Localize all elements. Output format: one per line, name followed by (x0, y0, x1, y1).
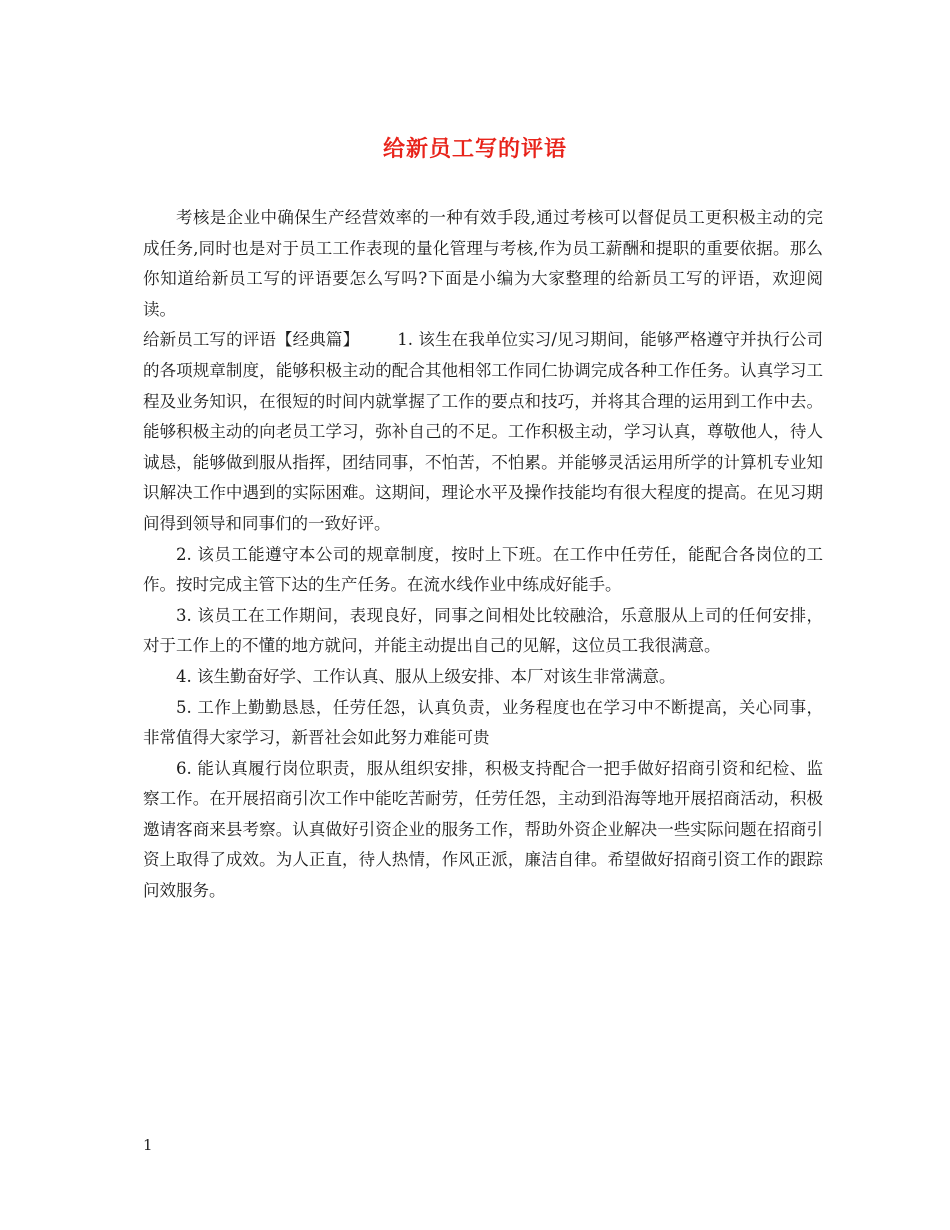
section-paragraph (143, 325, 823, 539)
comment-item-2: 2. 该员工能遵守本公司的规章制度，按时上下班。在工作中任劳任，能配合各岗位的工作。按时完成主管下达的生产任务。在流水线作业中练成好能手。 (143, 544, 823, 595)
document-body (143, 203, 823, 907)
section-heading: 给新员工写的评语【经典篇】 (143, 330, 360, 350)
comment-item-6: 6. 能认真履行岗位职责，服从组织安排，积极支持配合一把手做好招商引资和纪检、监察工作。在开展招商引次工作中能吃苦耐劳，任劳任怨，主动到沿海等地开展招商活动，积极邀请客商来县考察。认真做好引资企业的服务工作，帮助外资企业解决一些实际问题在招商引资上取得了成效。为人正直，待人热情，作风正派，廉洁自律。希望做好招商引资工作的跟踪问效服务。 (143, 758, 823, 901)
page-number: 1 (143, 1136, 153, 1154)
comment-item-1: 1. 该生在我单位实习/见习期间，能够严格遵守并执行公司的各项规章制度，能够积极主动的配合其他相邻工作同仁协调完成各种工作任务。认真学习工程及业务知识，在很短的时间内就掌握了工作的要点和技巧，并将其合理的运用到工作中去。能够积极主动的向老员工学习，弥补自己的不足。工作积极主动，学习认真，尊敬他人，待人诚恳，能够做到服从指挥，团结同事，不怕苦，不怕累。并能够灵活运用所学的计算机专业知识解决工作中遇到的实际困难。这期间，理论水平及操作技能均有很大程度的提高。在见习期间得到领导和同事们的一致好评。 (143, 330, 824, 533)
comment-item-5: 5. 工作上勤勤恳恳，任劳任怨，认真负责，业务程度也在学习中不断提高，关心同事，非常值得大家学习，新晋社会如此努力难能可贵 (143, 697, 823, 748)
comment-item-3: 3. 该员工在工作期间，表现良好，同事之间相处比较融洽，乐意服从上司的任何安排，对于工作上的不懂的地方就问，并能主动提出自己的见解，这位员工我很满意。 (143, 605, 823, 656)
document-title: 给新员工写的评语 (382, 137, 567, 162)
intro-paragraph: 考核是企业中确保生产经营效率的一种有效手段,通过考核可以督促员工更积极主动的完成任务,同时也是对于员工工作表现的量化管理与考核,作为员工薪酬和提职的重要依据。那么你知道给新员工写的评语要怎么写吗?下面是小编为大家整理的给新员工写的评语，欢迎阅读。 (143, 208, 823, 319)
comment-item-4: 4. 该生勤奋好学、工作认真、服从上级安排、本厂对该生非常满意。 (176, 666, 676, 686)
